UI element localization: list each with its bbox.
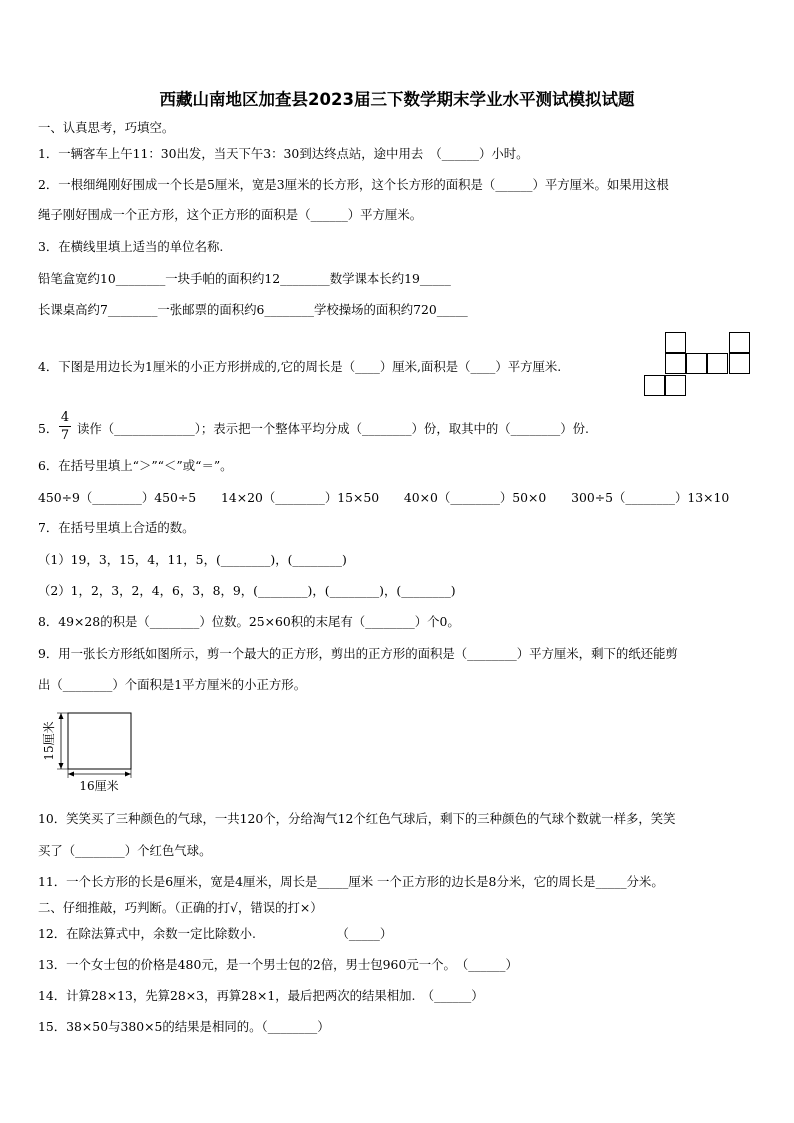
question-10-line-2: 买了（________）个红色气球。 bbox=[38, 843, 212, 858]
section-heading-true-false: 二、仔细推敲，巧判断。（正确的打√，错误的打×） bbox=[38, 900, 323, 915]
question-15: 15．38×50与380×5的结果是相同的。（________） bbox=[38, 1019, 330, 1034]
question-3-row-1: 铅笔盒宽约10________一块手帕的面积约12________数学课本长约19_____ bbox=[38, 271, 451, 286]
question-5-number: 5． bbox=[38, 421, 59, 436]
question-6-row: 450÷9（________）450÷5 14×20（________）15×50 40×0（________）50×0 300÷5（________）13×10 bbox=[38, 490, 730, 505]
question-2-line-2: 绳子刚好围成一个正方形，这个正方形的面积是（______）平方厘米。 bbox=[38, 207, 423, 222]
question-9-line-1: 9．用一张长方形纸如图所示，剪一个最大的正方形，剪出的正方形的面积是（________）平方厘米，剩下的纸还能剪 bbox=[38, 646, 678, 661]
question-3-row-2: 长课桌高约7________一张邮票的面积约6________学校操场的面积约720_____ bbox=[38, 302, 468, 317]
question-14: 14．计算28×13，先算28×3，再算28×1，最后把两次的结果相加. （______） bbox=[38, 988, 484, 1003]
question-3: 3．在横线里填上适当的单位名称. bbox=[38, 239, 224, 254]
question-9-line-2: 出（________）个面积是1平方厘米的小正方形。 bbox=[38, 677, 307, 692]
question-1: 1．一辆客车上午11：30出发，当天下午3：30到达终点站，途中用去 （______）小时。 bbox=[38, 146, 529, 161]
question-5-text: 读作（_____________）；表示把一个整体平均分成（________）份，取其中的（________）份. bbox=[77, 421, 589, 436]
question-2-line-1: 2．一根细绳刚好围成一个长是5厘米，宽是3厘米的长方形，这个长方形的面积是（______）平方厘米。如果用这根 bbox=[38, 177, 669, 192]
question-7-part-2: （2）1，2，3，2，4，6，3，8，9，(________)，(________)，(________) bbox=[38, 583, 456, 598]
question-12: 12．在除法算式中，余数一定比除数小. （_____） bbox=[38, 926, 393, 941]
question-6: 6．在括号里填上“＞”“＜”或“＝”。 bbox=[38, 458, 233, 473]
question-4: 4．下图是用边长为1厘米的小正方形拼成的,它的周长是（____）厘米,面积是（____）平方厘米. bbox=[38, 359, 562, 374]
question-8: 8．49×28的积是（________）位数。25×60积的末尾有（________）个0。 bbox=[38, 614, 460, 629]
question-7-part-1: （1）19，3，15，4，11，5，(________)，(________) bbox=[38, 552, 347, 567]
figure-height-label: 15厘米 bbox=[42, 721, 56, 761]
fraction-denominator: 7 bbox=[60, 428, 70, 443]
question-13: 13．一个女士包的价格是480元，是一个男士包的2倍，男士包960元一个。 （______） bbox=[38, 957, 518, 972]
section-heading-fill-blank: 一、认真思考，巧填空。 bbox=[38, 120, 175, 135]
question-9-rectangle-figure bbox=[40, 708, 140, 796]
question-11: 11．一个长方形的长是6厘米，宽是4厘米，周长是_____厘米 一个正方形的边长是8分米，它的周长是_____分米。 bbox=[38, 874, 664, 889]
fraction-numerator: 4 bbox=[60, 410, 70, 425]
question-10-line-1: 10．笑笑买了三种颜色的气球，一共120个，分给淘气12个红色气球后，剩下的三种颜色的气球个数就一样多，笑笑 bbox=[38, 811, 676, 826]
question-7: 7．在括号里填上合适的数。 bbox=[38, 520, 195, 535]
figure-width-label: 16厘米 bbox=[79, 779, 119, 793]
question-5-fraction bbox=[58, 409, 72, 444]
page-title: 西藏山南地区加查县2023届三下数学期末学业水平测试模拟试题 bbox=[159, 90, 635, 109]
